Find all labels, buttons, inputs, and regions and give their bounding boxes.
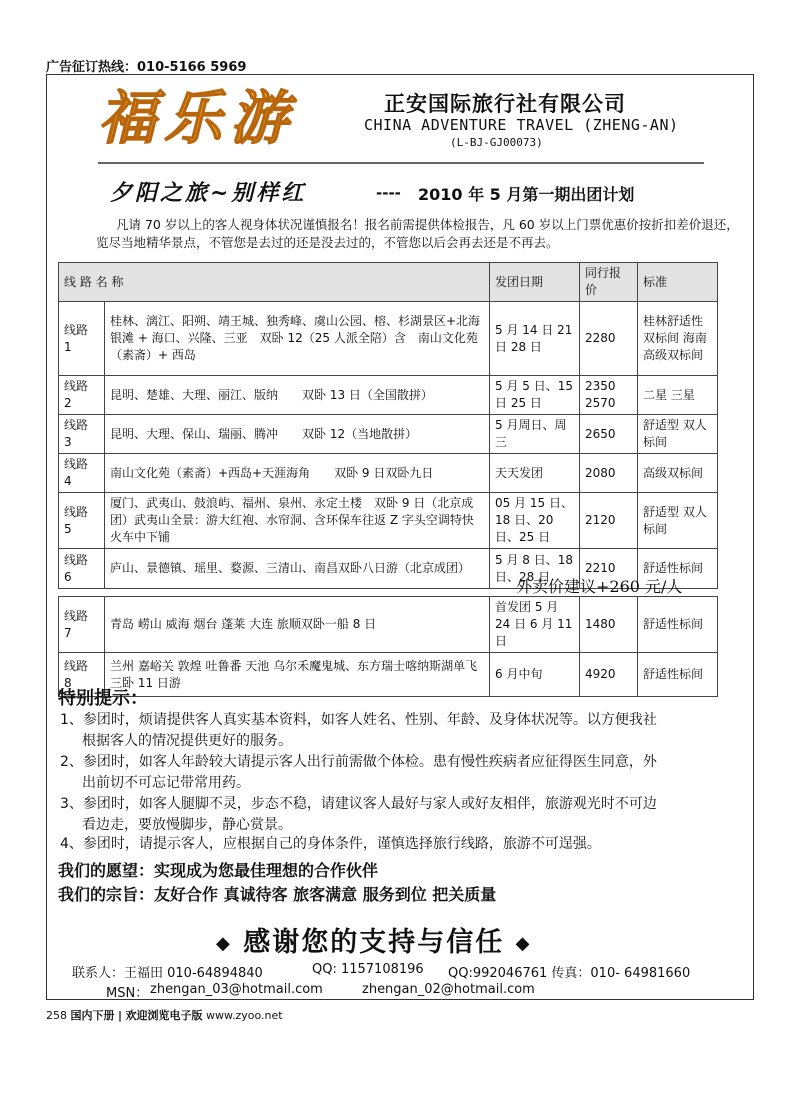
header-standard: 标准: [638, 263, 718, 302]
title-plan: 2010 年 5 月第一期出团计划: [418, 185, 635, 204]
route-date: 5 月 5 日、15 日 25 日: [490, 376, 580, 415]
tip-line-cont: 看边走，要放慢脚步，静心赏景。: [82, 817, 292, 833]
tip-item: [60, 710, 740, 752]
route-name: 线路 2: [59, 376, 105, 415]
header-price: 同行报价: [580, 263, 638, 302]
route-name: 线路 1: [59, 302, 105, 376]
route-price: 2210: [580, 549, 638, 589]
logo-text: 福乐游: [98, 84, 297, 150]
logo-fuleyou: [94, 78, 344, 150]
route-desc: 桂林、漓江、阳朔、靖王城、独秀峰、虞山公园、榕、杉湖景区+北海银滩 + 海口、兴隆、三亚 双卧 12（25 人派全陪）含 南山文化苑（素斋）+ 西岛: [105, 302, 490, 376]
msn-email-2[interactable]: zhengan_02@hotmail.com: [362, 982, 535, 997]
route-standard: 舒适性标间: [638, 653, 718, 697]
table-row: [59, 597, 718, 653]
route-price: 2080: [580, 454, 638, 493]
tip-item: [60, 794, 740, 836]
title-dash: ----: [376, 184, 401, 202]
notice-text: 凡请 70 岁以上的客人视身体状况谨慎报名！报名前需提供体检报告，凡 60 岁以上门票优惠价按折扣差价退还，览尽当地精华景点，不管您是去过的还是没去过的，不管您以后会再去还是不再去。: [96, 217, 739, 250]
msn-email-1[interactable]: zhengan_03@hotmail.com: [150, 982, 323, 997]
route-price: 2650: [580, 415, 638, 454]
table-row: [59, 454, 718, 493]
diamond-right-icon: ◆: [515, 933, 532, 954]
route-date: 首发团 5 月 24 日 6 月 11 日: [490, 597, 580, 653]
route-standard: 高级双标间: [638, 454, 718, 493]
ad-hotline: 广告征订热线：010-5166 5969: [46, 60, 247, 75]
thanks-banner: [216, 920, 532, 959]
contact-qq-1: QQ: 1157108196: [312, 962, 424, 977]
table-row: [59, 302, 718, 376]
our-tenet: 我们的宗旨：友好合作 真诚待客 旅客满意 服务到位 把关质量: [58, 885, 497, 904]
route-standard: 舒适型 双人标间: [638, 493, 718, 549]
route-desc: 昆明、楚雄、大理、丽江、版纳 双卧 13 日（全国散拼）: [105, 376, 490, 415]
route-desc: 兰州 嘉峪关 敦煌 吐鲁番 天池 乌尔禾魔鬼城、东方瑞士喀纳斯湖单飞三卧 11 日游: [105, 653, 490, 697]
thanks-text: 感谢您的支持与信任: [243, 927, 505, 958]
resale-price-note: 外卖价建议+260 元/人: [516, 577, 683, 596]
tip-item: [60, 834, 740, 855]
route-name: 线路 7: [59, 597, 105, 653]
tip-line-cont: 根据客人的情况提供更好的服务。: [82, 733, 292, 749]
route-date: 5 月周日、周三: [490, 415, 580, 454]
route-name: 线路 3: [59, 415, 105, 454]
contact-person: 联系人：王福田 010-64894840: [72, 966, 263, 981]
footer-website[interactable]: www.zyoo.net: [206, 1009, 283, 1022]
tip-line: 1、参团时，烦请提供客人真实基本资料，如客人姓名、性别、年龄、及身体状况等。以方便我社: [60, 712, 657, 728]
route-desc: 昆明、大理、保山、瑞丽、腾冲 双卧 12（当地散拼）: [105, 415, 490, 454]
route-standard: 舒适型 双人标间: [638, 415, 718, 454]
route-date: 天天发团: [490, 454, 580, 493]
company-name-cn: 正安国际旅行社有限公司: [384, 92, 626, 116]
route-price: 2120: [580, 493, 638, 549]
route-date: 05 月 15 日、18 日、20 日、25 日: [490, 493, 580, 549]
tip-line: 2、参团时，如客人年龄较大请提示客人出行前需做个体检。患有慢性疾病者应征得医生同意，外: [60, 754, 657, 770]
route-standard: 二星 三星: [638, 376, 718, 415]
footer-section: 国内下册: [70, 1009, 115, 1022]
table-header-row: [59, 263, 718, 302]
route-desc: 青岛 崂山 威海 烟台 蓬莱 大连 旅顺双卧一船 8 日: [105, 597, 490, 653]
company-name-en: CHINA ADVENTURE TRAVEL (ZHENG-AN): [364, 116, 679, 134]
table-row: [59, 653, 718, 697]
route-name: 线路 4: [59, 454, 105, 493]
routes-table: [58, 262, 718, 589]
tip-line: 3、参团时，如客人腿脚不灵，步态不稳，请建议客人最好与家人或好友相伴，旅游观光时不可边: [60, 796, 657, 812]
msn-label: MSN：: [106, 986, 149, 1001]
license-number: (L-BJ-GJ00073): [450, 136, 543, 149]
route-price: 1480: [580, 597, 638, 653]
page-footer: [46, 1007, 283, 1023]
routes-table-2: [58, 596, 718, 697]
route-date: 5 月 8 日、18 日、28 日: [490, 549, 580, 589]
route-desc: 庐山、景德镇、瑶里、婺源、三清山、南昌双卧八日游（北京成团）: [105, 549, 490, 589]
header-route: 线 路 名 称: [59, 263, 490, 302]
footer-separator: |: [118, 1009, 123, 1022]
tip-line-cont: 出前切不可忘记带常用药。: [82, 775, 250, 791]
route-name: 线路 8: [59, 653, 105, 697]
route-date: 6 月中旬: [490, 653, 580, 697]
route-name: 线路 5: [59, 493, 105, 549]
route-price: 4920: [580, 653, 638, 697]
route-desc: 厦门、武夷山、鼓浪屿、福州、泉州、永定土楼 双卧 9 日（北京成团）武夷山全景：游大红袍、水帘洞、含环保车往返 Z 字头空调特快火车中下铺: [105, 493, 490, 549]
table-row: [59, 493, 718, 549]
tip-line: 4、参团时，请提示客人，应根据自己的身体条件，谨慎选择旅行线路，旅游不可逞强。: [60, 836, 601, 852]
route-standard: 舒适性标间: [638, 597, 718, 653]
route-standard: 桂林舒适性双标间 海南高级双标间: [638, 302, 718, 376]
our-wish: 我们的愿望：实现成为您最佳理想的合作伙伴: [58, 861, 379, 880]
header-divider: [98, 162, 704, 164]
table-row: [59, 415, 718, 454]
page-number: 258: [46, 1009, 67, 1022]
footer-slogan: 欢迎浏览电子版: [125, 1009, 203, 1022]
route-price: 2280: [580, 302, 638, 376]
header-date: 发团日期: [490, 263, 580, 302]
diamond-left-icon: ◆: [216, 933, 232, 954]
title-brush: 夕阳之旅~别样红: [110, 180, 307, 206]
route-name: 线路 6: [59, 549, 105, 589]
route-standard: 舒适性标间: [638, 549, 718, 589]
special-tips-title: 特别提示：: [58, 688, 148, 709]
tip-item: [60, 752, 740, 794]
table-row: [59, 376, 718, 415]
route-date: 5 月 14 日 21 日 28 日: [490, 302, 580, 376]
contact-qq-fax: QQ:992046761 传真：010- 64981660: [448, 966, 691, 981]
route-desc: 南山文化苑（素斋）+西岛+天涯海角 双卧 9 日双卧九日: [105, 454, 490, 493]
route-price: 2350 2570: [580, 376, 638, 415]
